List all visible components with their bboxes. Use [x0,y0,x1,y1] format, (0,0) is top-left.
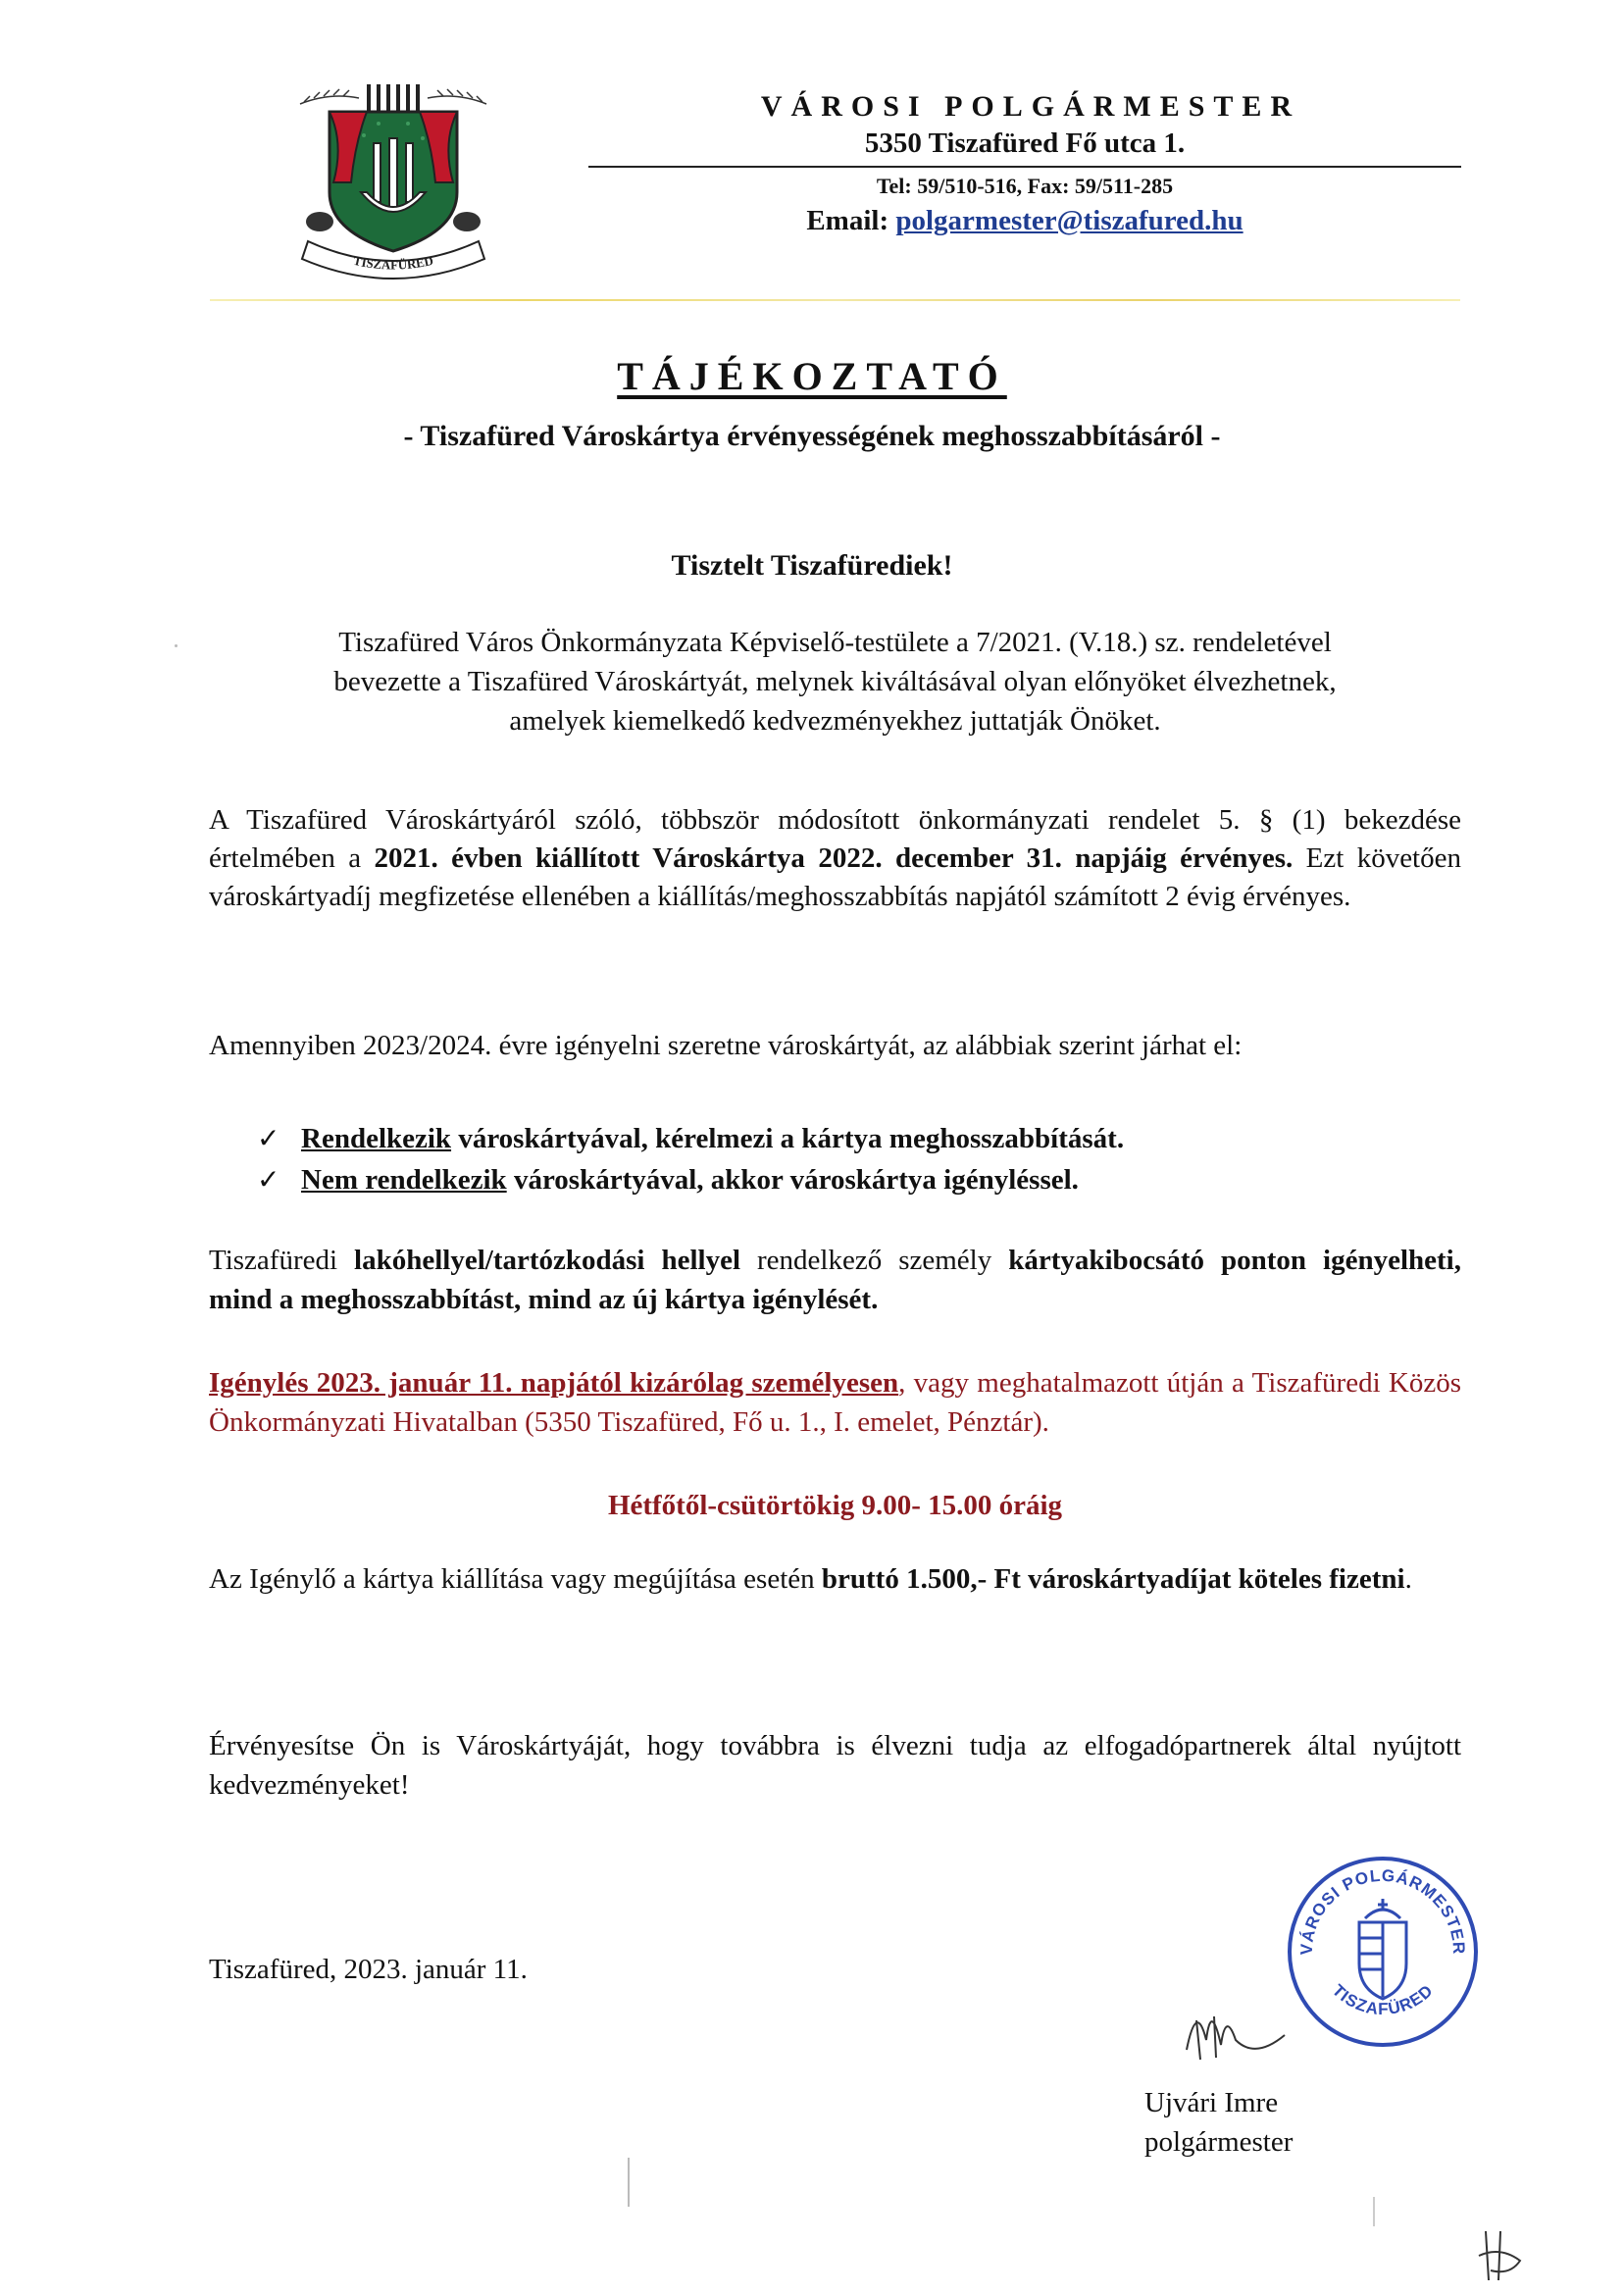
signer-title: polgármester [1144,2126,1294,2158]
document-title: TÁJÉKOZTATÓ [617,354,1007,398]
list-item: ✓ Rendelkezik városkártyával, kérelmezi a kártya meghosszabbítását. [257,1118,1124,1159]
signer-name: Ujvári Imre [1144,2087,1279,2118]
office-email-line [588,205,1461,237]
handwritten-signature [1167,1981,1304,2079]
office-title: VÁROSI POLGÁRMESTER [760,90,1301,123]
email-label: Email: [806,205,889,236]
office-address: 5350 Tiszafüred Fő utca 1. [864,127,1186,159]
fee-paragraph: Az Igénylő a kártya kiállítása vagy megújítása esetén bruttó 1.500,- Ft városkártyadíjat köteles fizetni. [209,1563,1412,1595]
handwritten-initials [1471,2226,1530,2285]
intro-paragraph [209,623,1461,740]
stamp-top-text: VÁROSI POLGÁRMESTER [1296,1865,1469,1956]
office-phone-fax: Tel: 59/510-516, Fax: 59/511-285 [876,174,1174,198]
document-subtitle: - Tiszafüred Városkártya érvényességének meghosszabbításáról - [403,420,1221,452]
application-paragraph: Igénylés 2023. január 11. napjától kizárólag személyesen, vagy meghatalmazott útján a Tiszafüredi Közös Önkormányzati Hivatalban (5350 Tiszafüred, Fő u. 1., I. emelet, Pénztár). [209,1367,1461,1438]
coat-of-arms-icon [1359,1899,1406,1999]
letterhead [588,90,1461,237]
scan-speck [175,644,178,647]
email-link[interactable]: polgarmester@tiszafured.hu [895,205,1243,236]
checkmark-icon: ✓ [257,1163,280,1196]
letterhead-divider [210,299,1460,301]
scan-mark [628,2158,630,2207]
checkmark-icon: ✓ [257,1122,280,1154]
office-hours: Hétfőtől-csütörtökig 9.00- 15.00 óráig [607,1490,1063,1521]
options-list [257,1118,1124,1200]
signer-block [1144,2083,1293,2162]
svg-text:TISZAFÜRED [352,253,434,273]
greeting: Tisztelt Tiszafürediek! [671,549,953,582]
crest-banner-text: TISZAFÜRED [351,252,435,273]
scan-mark [1373,2197,1375,2226]
mayor-stamp [1285,1854,1481,2050]
validity-paragraph: A Tiszafüred Városkártyáról szóló, többször módosított önkormányzati rendelet 5. § (1) bekezdése értelmében a 2021. évben kiállított Városkártya 2022. december 31. napjáig érvényes. Ezt követően városkártyadíj megfizetése ellenében a kiállítás/meghosszabbítás napjától számított 2 évig érvényes. [209,804,1461,912]
residency-paragraph: Tiszafüredi lakóhellyel/tartózkodási hellyel rendelkező személy kártyakibocsátó ponton igényelheti, mind a meghosszabbítást, mind az új kártya igénylését. [209,1245,1461,1315]
city-crest-logo [290,84,496,290]
intro-line: bevezette a Tiszafüred Városkártyát, melynek kiváltásával olyan előnyöket élvezhetnek, [333,666,1337,697]
request-intro: Amennyiben 2023/2024. évre igényelni szeretne városkártyát, az alábbiak szerint járhat el: [209,1030,1243,1061]
intro-line: amelyek kiemelkedő kedvezményekhez juttatják Önöket. [509,705,1161,737]
stamp-bottom-text: TISZAFÜRED [1328,1980,1438,2019]
closing-paragraph: Érvényesítse Ön is Városkártyáját, hogy továbbra is élvezni tudja az elfogadópartnerek által nyújtott kedvezményeket! [209,1730,1461,1801]
intro-line: Tiszafüred Város Önkormányzata Képviselő-testülete a 7/2021. (V.18.) sz. rendeletével [338,627,1332,658]
letterhead-rule [588,166,1461,168]
list-item: ✓ Nem rendelkezik városkártyával, akkor városkártya igényléssel. [257,1159,1124,1200]
place-date: Tiszafüred, 2023. január 11. [209,1954,528,1985]
